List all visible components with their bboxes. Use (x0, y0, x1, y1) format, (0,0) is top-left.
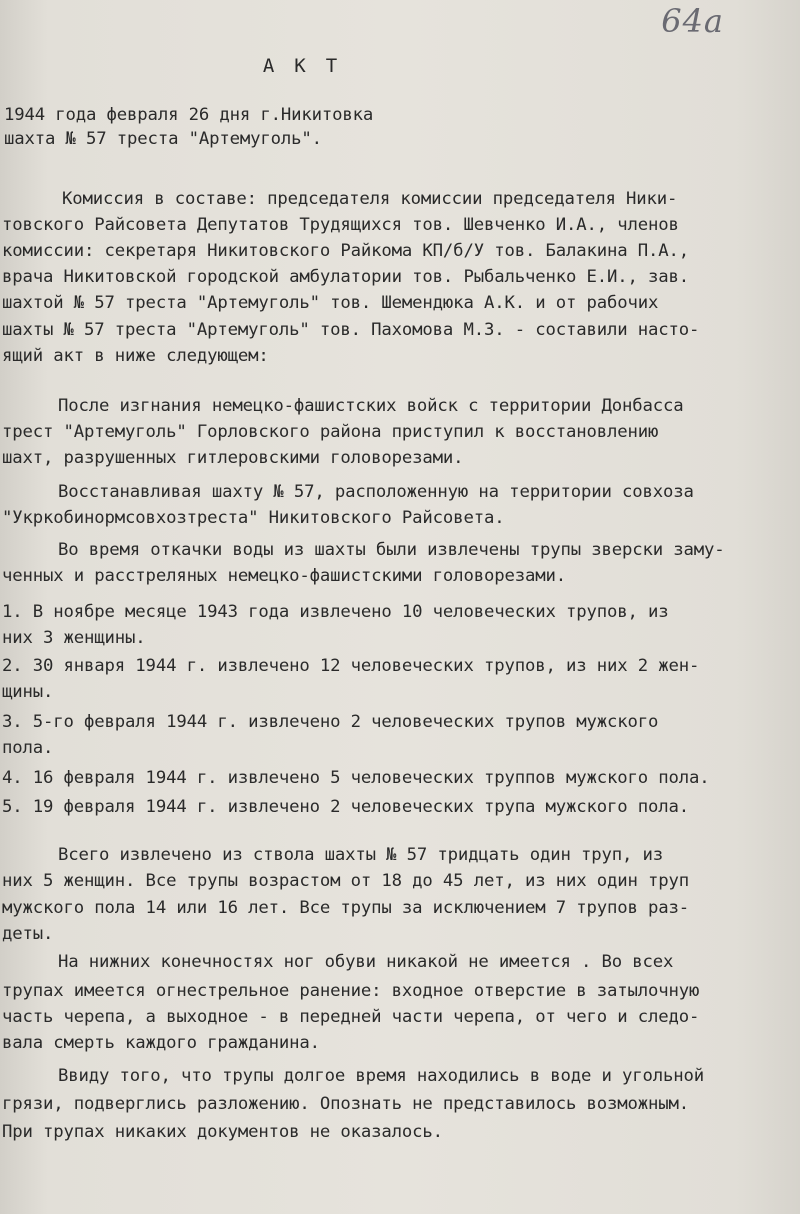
body-line: На нижних конечностях ног обуви никакой не имеется . Во всех (58, 952, 674, 972)
body-line: Комиссия в составе: председателя комиссии председателя Ники- (62, 189, 678, 209)
body-line: товского Райсовета Депутатов Трудящихся тов. Шевченко И.А., членов (2, 215, 679, 235)
list-item: 4. 16 февраля 1944 г. извлечено 5 человеческих труппов мужского пола. (2, 768, 710, 788)
list-item: 5. 19 февраля 1944 г. извлечено 2 человеческих трупа мужского пола. (2, 797, 690, 817)
body-line: них 5 женщин. Все трупы возрастом от 18 до 45 лет, из них один труп (2, 871, 690, 891)
list-item: 3. 5-го февраля 1944 г. извлечено 2 человеческих трупов мужского (2, 712, 659, 732)
body-line: мужского пола 14 или 16 лет. Все трупы за исключением 7 трупов раз- (2, 898, 690, 918)
page-number: 64а (661, 2, 724, 40)
date-place-line: 1944 года февраля 26 дня г.Никитовка (4, 105, 374, 125)
list-item: них 3 женщины. (2, 628, 146, 648)
body-line: После изгнания немецко-фашистских войск с территории Донбасса (58, 396, 684, 416)
body-line: шахты № 57 треста "Артемуголь" тов. Пахомова М.З. - составили насто- (2, 320, 700, 340)
body-line: трупах имеется огнестрельное ранение: входное отверстие в затылочную (2, 981, 700, 1001)
body-line: врача Никитовской городской амбулатории тов. Рыбальченко Е.И., зав. (2, 267, 690, 287)
body-line: ящий акт в ниже следующем: (2, 346, 269, 366)
mine-line: шахта № 57 треста "Артемуголь". (4, 129, 322, 149)
list-item: 2. 30 января 1944 г. извлечено 12 человеческих трупов, из них 2 жен- (2, 656, 700, 676)
list-item: пола. (2, 738, 54, 758)
body-line: Во время откачки воды из шахты были извлечены трупы зверски заму- (58, 540, 725, 560)
body-line: деты. (2, 924, 54, 944)
body-line: Ввиду того, что трупы долгое время находились в воде и угольной (58, 1066, 705, 1086)
body-line: "Укркобинормсовхозтреста" Никитовского Райсовета. (2, 508, 505, 528)
body-line: шахтой № 57 треста "Артемуголь" тов. Шемендюка А.К. и от рабочих (2, 293, 659, 313)
body-line: При трупах никаких документов не оказалось. (2, 1122, 443, 1142)
body-line: Восстанавливая шахту № 57, расположенную на территории совхоза (58, 482, 694, 502)
document-title: АКТ (262, 55, 358, 77)
list-item: щины. (2, 682, 54, 702)
body-line: грязи, подверглись разложению. Опознать не представилось возможным. (2, 1094, 690, 1114)
list-item: 1. В ноябре месяце 1943 года извлечено 10 человеческих трупов, из (2, 602, 669, 622)
body-line: вала смерть каждого гражданина. (2, 1033, 320, 1053)
body-line: комиссии: секретаря Никитовского Райкома КП/б/У тов. Балакина П.А., (2, 241, 690, 261)
body-line: ченных и расстреляных немецко-фашистскими головорезами. (2, 566, 566, 586)
body-line: трест "Артемуголь" Горловского района приступил к восстановлению (2, 422, 659, 442)
body-line: шахт, разрушенных гитлеровскими головорезами. (2, 448, 464, 468)
body-line: часть черепа, а выходное - в передней части черепа, от чего и следо- (2, 1007, 700, 1027)
body-line: Всего извлечено из ствола шахты № 57 тридцать один труп, из (58, 845, 663, 865)
